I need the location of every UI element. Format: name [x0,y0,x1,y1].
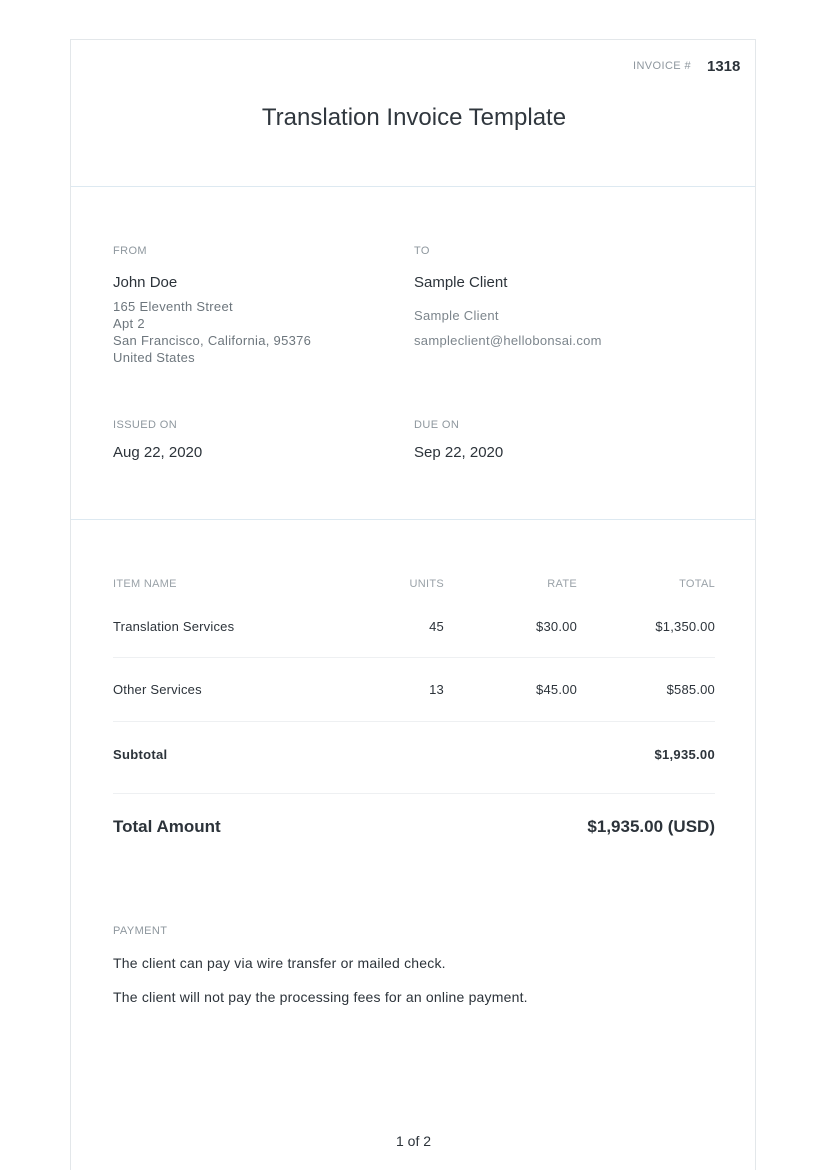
item-name: Translation Services [113,619,235,634]
from-address-line: San Francisco, California, 95376 [113,333,312,348]
column-header-rate: RATE [547,578,577,590]
subtotal-value: $1,935.00 [654,747,715,762]
invoice-number: 1318 [707,58,741,75]
from-address-line: Apt 2 [113,316,145,331]
header-divider [71,186,755,187]
from-label: FROM [113,245,147,257]
column-header-item: ITEM NAME [113,578,177,590]
item-rate: $30.00 [536,619,577,634]
item-name: Other Services [113,682,202,697]
item-units: 45 [429,619,444,634]
from-address-line: 165 Eleventh Street [113,299,233,314]
page-title: Translation Invoice Template [261,104,567,131]
issued-label: ISSUED ON [113,419,178,431]
column-header-units: UNITS [409,578,444,590]
item-units: 13 [429,682,444,697]
issued-date: Aug 22, 2020 [113,444,203,461]
due-label: DUE ON [414,419,460,431]
payment-line: The client can pay via wire transfer or mailed check. [113,955,446,971]
to-company: Sample Client [414,308,499,323]
from-address-line: United States [113,350,195,365]
from-name: John Doe [113,274,178,291]
due-date: Sep 22, 2020 [414,444,504,461]
payment-line: The client will not pay the processing fees for an online payment. [113,989,528,1005]
page-number: 1 of 2 [395,1133,432,1149]
invoice-page [70,39,756,1170]
item-total: $1,350.00 [655,619,715,634]
subtotal-divider [113,793,715,794]
column-header-total: TOTAL [679,578,715,590]
total-value: $1,935.00 (USD) [587,817,715,836]
row-divider [113,657,715,658]
to-label: TO [414,245,430,257]
invoice-number-label: INVOICE # [633,60,692,72]
row-divider [113,721,715,722]
payment-label: PAYMENT [113,925,168,937]
total-label: Total Amount [113,817,221,836]
details-divider [71,519,755,520]
item-rate: $45.00 [536,682,577,697]
item-total: $585.00 [666,682,715,697]
to-name: Sample Client [414,274,508,291]
from-address [113,298,311,366]
to-email: sampleclient@hellobonsai.com [414,333,602,348]
subtotal-label: Subtotal [113,747,168,762]
